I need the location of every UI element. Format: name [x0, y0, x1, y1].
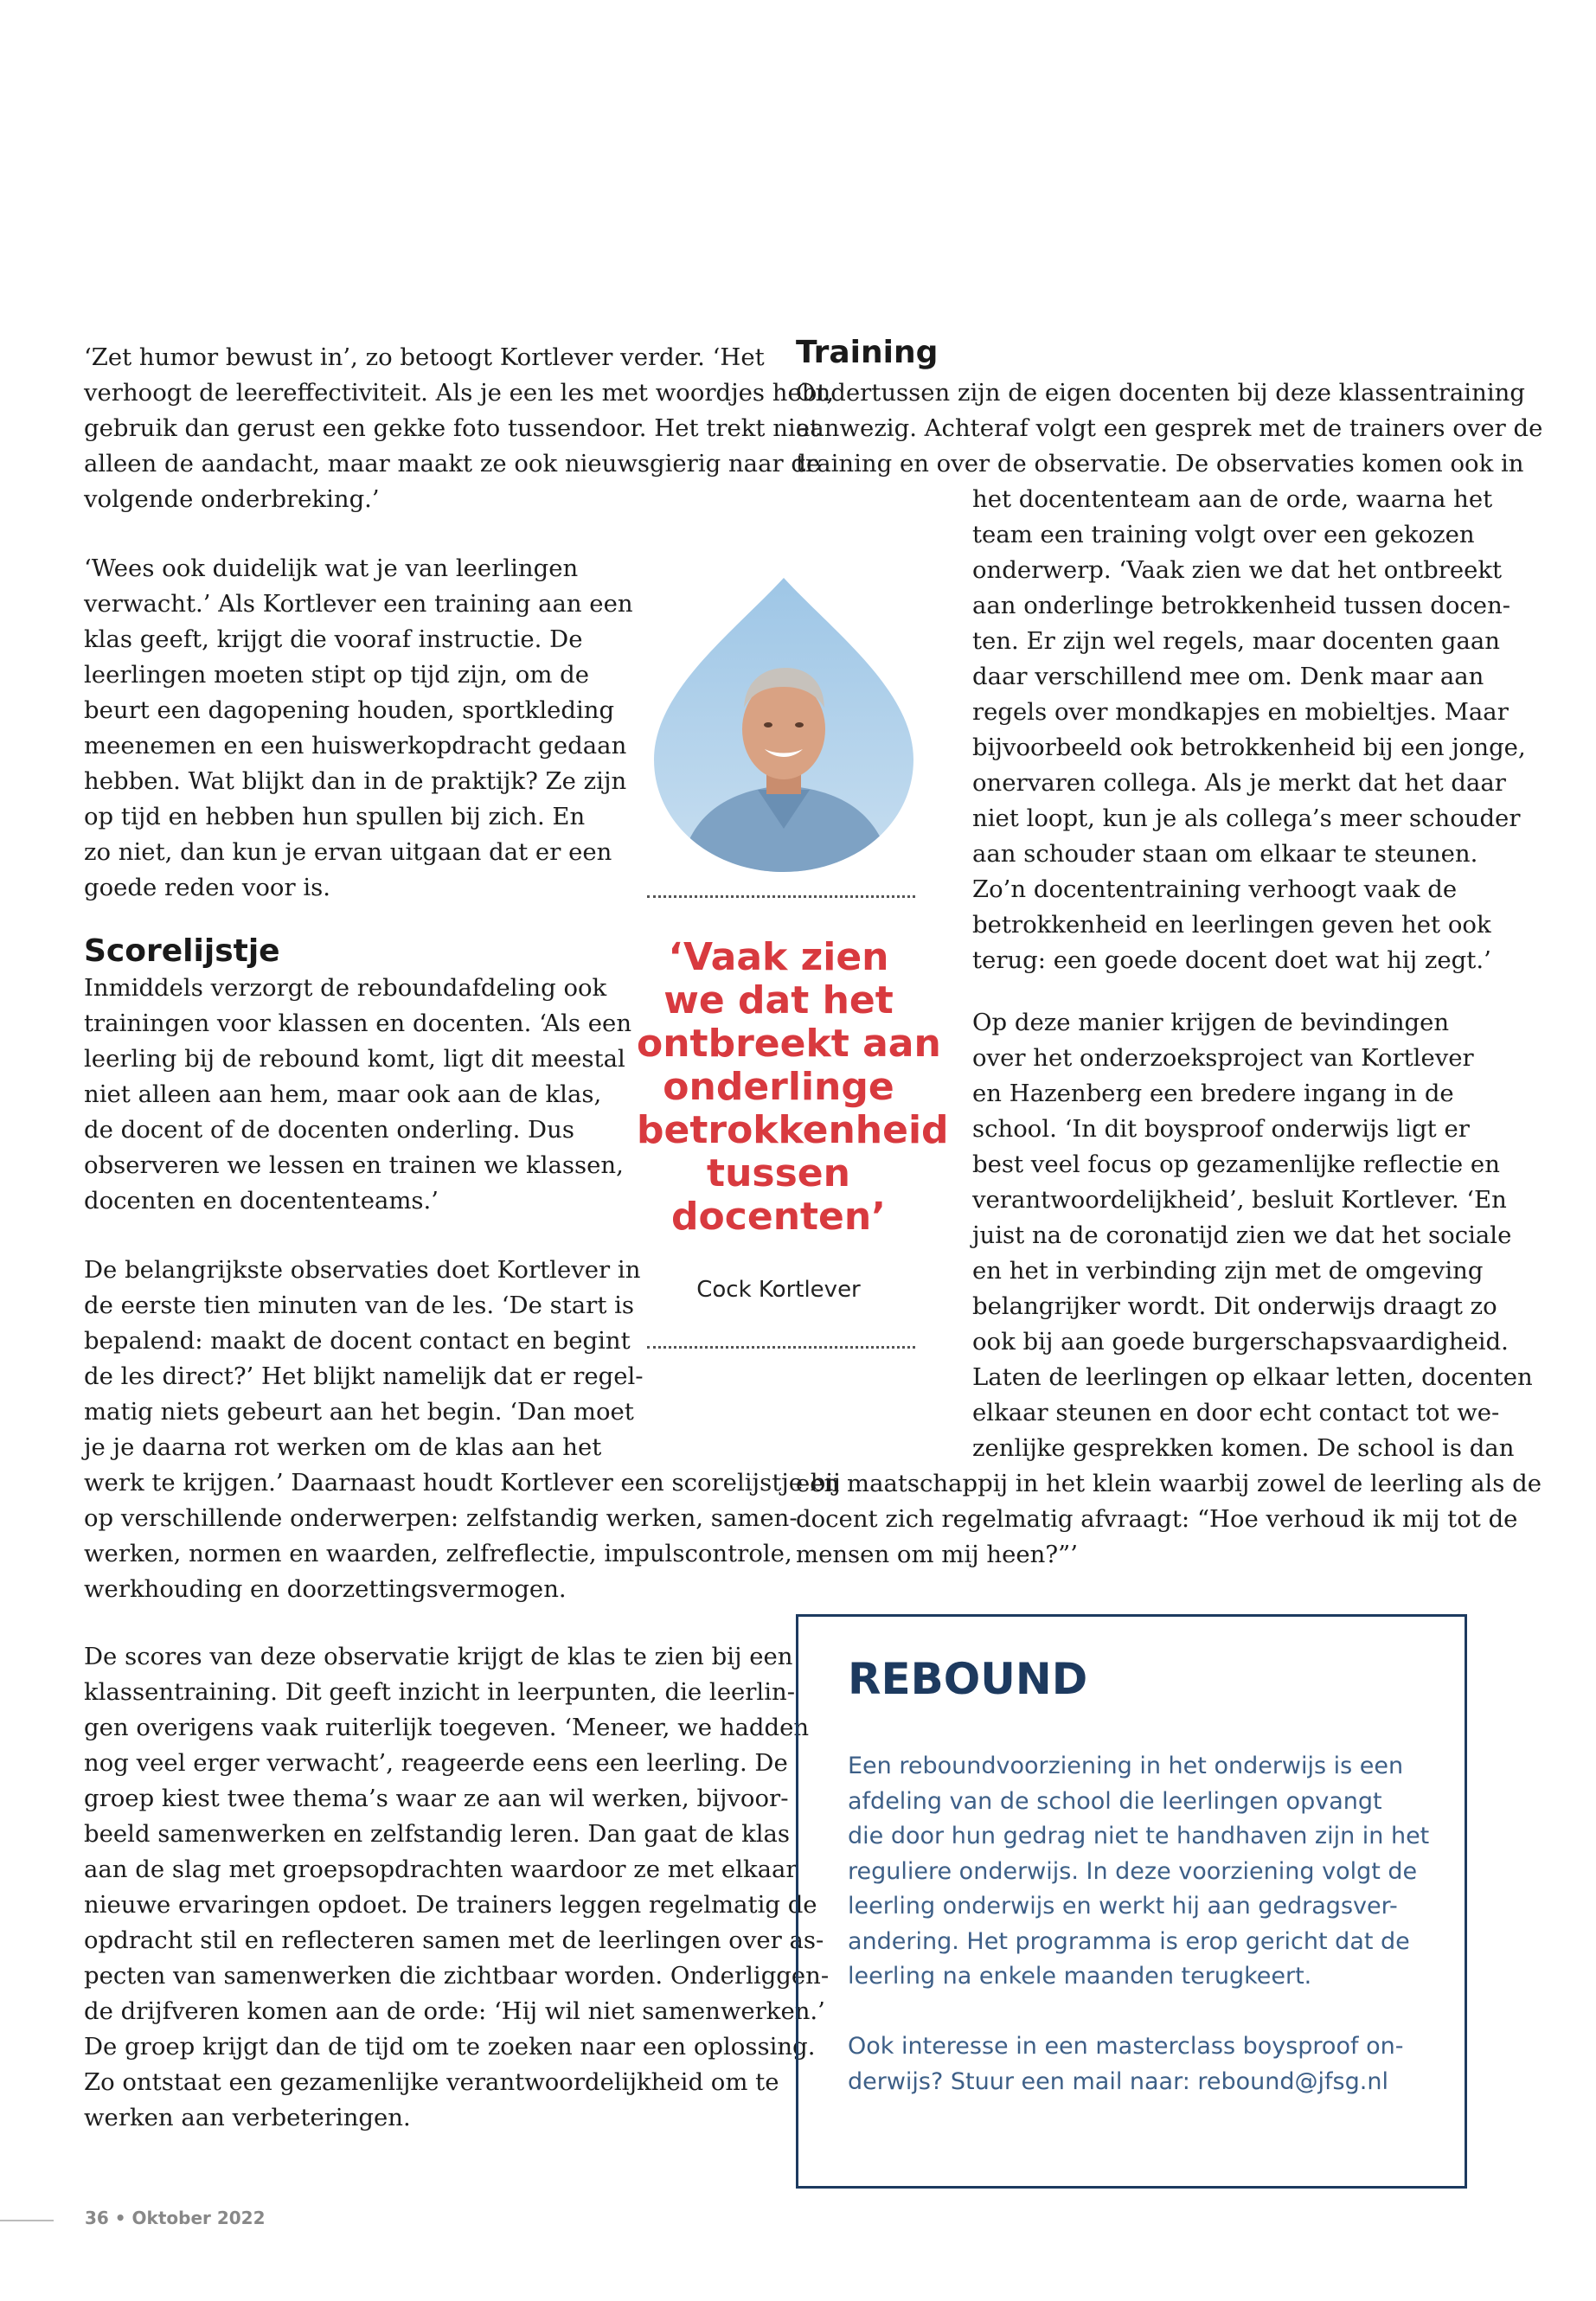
text-line: de docent of de docenten onderling. Dus — [84, 1116, 574, 1144]
text-line: de drijfveren komen aan de orde: ‘Hij wil niet samenwerken.’ — [84, 1997, 825, 2025]
text-line: bijvoorbeeld ook betrokkenheid bij een jonge, — [972, 734, 1526, 761]
text-line: je je daarna rot werken om de klas aan het — [84, 1433, 602, 1461]
text-line: een maatschappij in het klein waarbij zowel de leerling als de — [796, 1470, 1542, 1497]
text-line: gebruik dan gerust een gekke foto tussendoor. Het trekt niet — [84, 414, 820, 442]
text-line: leerlingen moeten stipt op tijd zijn, om de — [84, 661, 590, 689]
quote-line: we dat het — [663, 978, 894, 1022]
right-paragraph-2-narrow — [972, 1005, 1533, 1466]
text-line: en Hazenberg een bredere ingang in de — [972, 1080, 1454, 1107]
text-line: terug: een goede docent doet wat hij zegt.’ — [972, 946, 1491, 974]
rebound-box-title: REBOUND — [848, 1654, 1088, 1704]
text-line: training en over de observatie. De observaties komen ook in — [796, 450, 1524, 478]
text-line: onervaren collega. Als je merkt dat het daar — [972, 769, 1506, 797]
text-line: juist na de coronatijd zien we dat het sociale — [972, 1221, 1512, 1249]
text-line: ten. Er zijn wel regels, maar docenten gaan — [972, 627, 1500, 655]
text-line: leerling onderwijs en werkt hij aan gedragsver- — [848, 1893, 1398, 1920]
quote-divider-bottom — [647, 1346, 915, 1349]
text-line: leerling bij de rebound komt, ligt dit meestal — [84, 1045, 625, 1073]
rebound-box-paragraph-1 — [848, 1749, 1429, 1995]
text-line: klas geeft, krijgt die vooraf instructie. De — [84, 625, 583, 653]
text-line: reguliere onderwijs. In deze voorziening volgt de — [848, 1857, 1418, 1885]
text-line: verantwoordelijkheid’, besluit Kortlever. ‘En — [972, 1186, 1507, 1214]
portrait-photo — [654, 578, 913, 872]
text-line: klassentraining. Dit geeft inzicht in leerpunten, die leerlin- — [84, 1678, 795, 1706]
right-paragraph-1-narrow — [972, 482, 1526, 978]
quote-line: docenten’ — [671, 1195, 886, 1239]
text-line: Op deze manier krijgen de bevindingen — [972, 1009, 1450, 1036]
text-line: docenten en docententeams.’ — [84, 1187, 439, 1215]
portrait-drop-shape — [654, 578, 913, 872]
text-line: en het in verbinding zijn met de omgeving — [972, 1257, 1484, 1285]
text-line: team een training volgt over een gekozen — [972, 521, 1475, 548]
text-line: niet loopt, kun je als collega’s meer schouder — [972, 804, 1521, 832]
text-line: op verschillende onderwerpen: zelfstandig werken, samen- — [84, 1504, 798, 1532]
text-line: matig niets gebeurt aan het begin. ‘Dan moet — [84, 1398, 634, 1426]
text-line: gen overigens vaak ruiterlijk toegeven. ‘Meneer, we hadden — [84, 1714, 810, 1741]
text-line: observeren we lessen en trainen we klassen, — [84, 1151, 624, 1179]
text-line: mensen om mij heen?”’ — [796, 1541, 1078, 1568]
text-line: bepalend: maakt de docent contact en begint — [84, 1327, 631, 1355]
text-line: Ook interesse in een masterclass boysproof on- — [848, 2033, 1404, 2060]
text-line: werk te krijgen.’ Daarnaast houdt Kortlever een scorelijstje bij — [84, 1469, 841, 1497]
text-line: zo niet, dan kun je ervan uitgaan dat er een — [84, 838, 612, 866]
pull-quote — [637, 935, 949, 1239]
text-line: derwijs? Stuur een mail naar: rebound@jfsg.nl — [848, 2067, 1388, 2095]
text-line: school. ‘In dit boysproof onderwijs ligt er — [972, 1115, 1470, 1143]
text-line: de les direct?’ Het blijkt namelijk dat er regel- — [84, 1362, 644, 1390]
text-line: De scores van deze observatie krijgt de klas te zien bij een — [84, 1643, 793, 1670]
text-line: Laten de leerlingen op elkaar letten, docenten — [972, 1363, 1533, 1391]
text-line: verhoogt de leereffectiviteit. Als je een les met woordjes hebt, — [84, 379, 835, 407]
text-line: beeld samenwerken en zelfstandig leren. Dan gaat de klas — [84, 1820, 791, 1848]
text-line: nog veel erger verwacht’, reageerde eens een leerling. De — [84, 1749, 788, 1777]
text-line: opdracht stil en reflecteren samen met de leerlingen over as- — [84, 1926, 824, 1954]
text-line: hebben. Wat blijkt dan in de praktijk? Ze zijn — [84, 767, 627, 795]
text-line: meenemen en een huiswerkopdracht gedaan — [84, 732, 627, 760]
left-paragraph-2 — [84, 551, 633, 906]
text-line: elkaar steunen en door echt contact tot we- — [972, 1399, 1500, 1426]
left-paragraph-5 — [84, 1639, 829, 2136]
text-line: Zo’n docententraining verhoogt vaak de — [972, 875, 1458, 903]
text-line: goede reden voor is. — [84, 874, 330, 901]
text-line: daar verschillend mee om. Denk maar aan — [972, 663, 1484, 690]
text-line: die door hun gedrag niet te handhaven zijn in het — [848, 1823, 1430, 1849]
text-line: over het onderzoeksproject van Kortlever — [972, 1044, 1474, 1072]
right-paragraph-1-top — [796, 375, 1542, 482]
page-footer: 36 • Oktober 2022 — [85, 2208, 266, 2228]
text-line: het docententeam aan de orde, waarna het — [972, 485, 1493, 513]
text-line: Zo ontstaat een gezamenlijke verantwoordelijkheid om te — [84, 2068, 779, 2096]
quote-divider-top — [647, 895, 915, 898]
text-line: werken aan verbeteringen. — [84, 2104, 411, 2131]
text-line: verwacht.’ Als Kortlever een training aan een — [84, 590, 633, 618]
text-line: andering. Het programma is erop gericht dat de — [848, 1927, 1410, 1955]
text-line: leerling na enkele maanden terugkeert. — [848, 1963, 1312, 1990]
text-line: werken, normen en waarden, zelfreflectie, impulscontrole, — [84, 1540, 792, 1567]
quote-line: betrokkenheid — [637, 1108, 949, 1152]
text-line: alleen de aandacht, maar maakt ze ook nieuwsgierig naar de — [84, 450, 821, 478]
text-line: zenlijke gesprekken komen. De school is dan — [972, 1434, 1515, 1462]
text-line: ‘Wees ook duidelijk wat je van leerlingen — [84, 554, 579, 582]
text-line: volgende onderbreking.’ — [84, 485, 380, 513]
text-line: De belangrijkste observaties doet Kortlever in — [84, 1256, 641, 1284]
text-line: groep kiest twee thema’s waar ze aan wil werken, bijvoor- — [84, 1785, 789, 1812]
text-line: Een reboundvoorziening in het onderwijs is een — [848, 1753, 1404, 1779]
text-line: aan schouder staan om elkaar te steunen. — [972, 840, 1478, 868]
text-line: best veel focus op gezamenlijke reflectie en — [972, 1150, 1500, 1178]
heading-scorelijstje: Scorelijstje — [84, 933, 280, 969]
text-line: aan de slag met groepsopdrachten waardoor ze met elkaar — [84, 1856, 798, 1883]
footer-rule — [0, 2220, 54, 2221]
text-line: belangrijker wordt. Dit onderwijs draagt zo — [972, 1292, 1497, 1320]
text-line: nieuwe ervaringen opdoet. De trainers leggen regelmatig de — [84, 1891, 817, 1919]
text-line: regels over mondkapjes en mobieltjes. Maar — [972, 698, 1509, 726]
left-paragraph-4 — [84, 1253, 841, 1607]
text-line: aanwezig. Achteraf volgt een gesprek met de trainers over de — [796, 414, 1543, 442]
text-line: De groep krijgt dan de tijd om te zoeken naar een oplossing. — [84, 2033, 816, 2061]
text-line: de eerste tien minuten van de les. ‘De start is — [84, 1292, 635, 1319]
text-line: pecten van samenwerken die zichtbaar worden. Onderliggen- — [84, 1962, 830, 1990]
quote-line: ‘Vaak zien — [668, 935, 889, 979]
rebound-box-paragraph-2 — [848, 2029, 1403, 2099]
text-line: ook bij aan goede burgerschapsvaardigheid. — [972, 1328, 1509, 1356]
text-line: trainingen voor klassen en docenten. ‘Als een — [84, 1009, 632, 1037]
text-line: Inmiddels verzorgt de reboundafdeling ook — [84, 974, 607, 1002]
quote-line: tussen — [707, 1151, 850, 1195]
quote-line: ontbreekt aan — [637, 1022, 941, 1066]
right-paragraph-2-wide — [796, 1466, 1542, 1573]
text-line: beurt een dagopening houden, sportkleding — [84, 696, 615, 724]
text-line: werkhouding en doorzettingsvermogen. — [84, 1575, 567, 1603]
left-paragraph-3 — [84, 971, 631, 1219]
quote-author: Cock Kortlever — [696, 1277, 861, 1303]
text-line: onderwerp. ‘Vaak zien we dat het ontbreekt — [972, 556, 1503, 584]
left-intro — [84, 340, 834, 517]
text-line: ‘Zet humor bewust in’, zo betoogt Kortlever verder. ‘Het — [84, 343, 765, 371]
text-line: niet alleen aan hem, maar ook aan de klas, — [84, 1080, 602, 1108]
text-line: betrokkenheid en leerlingen geven het ook — [972, 911, 1491, 939]
text-line: op tijd en hebben hun spullen bij zich. En — [84, 803, 586, 830]
text-line: docent zich regelmatig afvraagt: “Hoe verhoud ik mij tot de — [796, 1505, 1518, 1533]
text-line: Ondertussen zijn de eigen docenten bij deze klassentraining — [796, 379, 1525, 407]
heading-training: Training — [796, 335, 939, 370]
text-line: afdeling van de school die leerlingen opvangt — [848, 1787, 1382, 1815]
quote-line: onderlinge — [663, 1065, 894, 1109]
text-line: aan onderlinge betrokkenheid tussen docen- — [972, 592, 1511, 619]
